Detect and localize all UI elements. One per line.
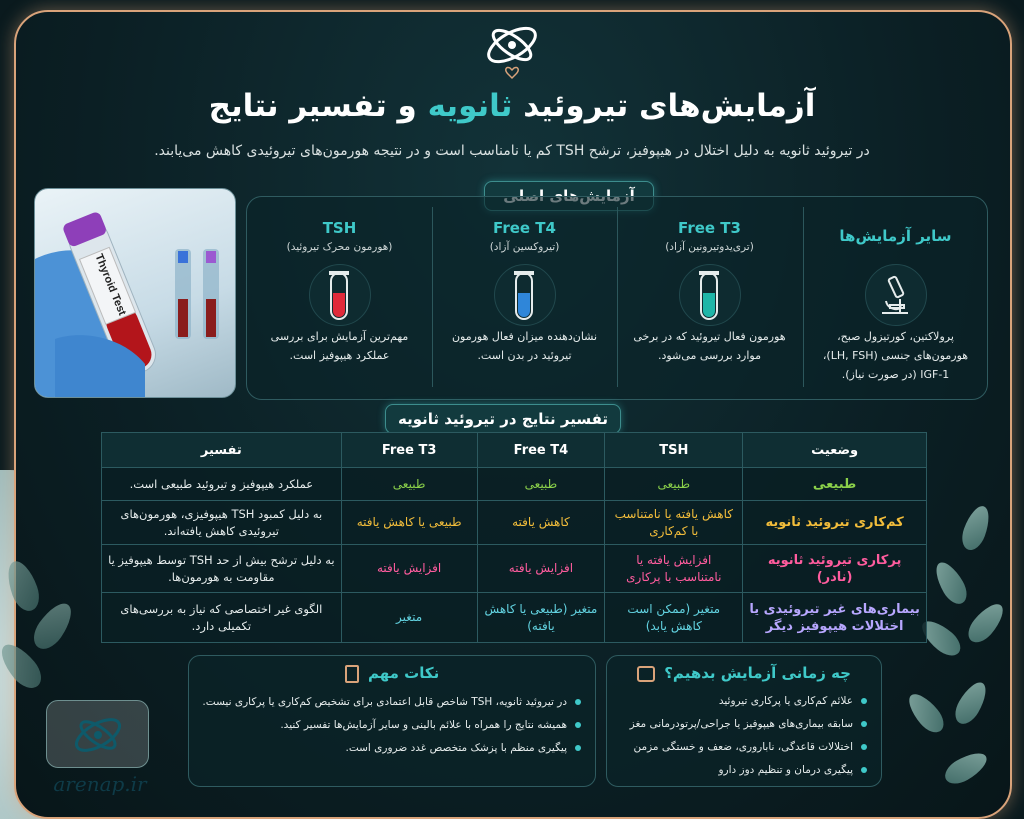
notes-panel <box>188 655 596 787</box>
test-card-other <box>803 197 988 401</box>
brand-name: arenap.ir <box>53 772 147 796</box>
t3-cell: افزایش یافته <box>341 545 477 593</box>
when-to-test-list <box>617 690 867 782</box>
t3-cell: طبیعی <box>341 468 477 501</box>
table-row <box>102 501 927 545</box>
column-header: وضعیت <box>743 433 927 468</box>
test-name: سایر آزمایش‌ها <box>839 227 952 245</box>
results-heading: تفسیر نتایج در تیروئید ثانویه <box>385 404 621 434</box>
when-to-test-heading: چه زمانی آزمایش بدهیم؟ <box>607 664 881 682</box>
test-subtitle: (تیروکسین آزاد) <box>489 241 560 253</box>
test-subtitle: (هورمون محرک تیروئید) <box>286 241 393 253</box>
list-item: علائم کم‌کاری یا پرکاری تیروئید <box>617 690 867 713</box>
test-description: نشان‌دهنده میزان فعال هورمون تیروئید در بدن است. <box>451 330 598 362</box>
status-cell: بیماری‌های غیر تیروئیدی یا اختلالات هیپوفیز دیگر <box>743 593 927 643</box>
test-name: Free T3 <box>678 219 741 237</box>
column-header: تفسیر <box>102 433 342 468</box>
test-card-tsh <box>247 197 432 401</box>
t4-cell: متغیر (طبیعی یا کاهش یافته) <box>477 593 605 643</box>
notes-heading: نکات مهم <box>189 664 595 683</box>
interpretation-cell: عملکرد هیپوفیز و تیروئید طبیعی است. <box>102 468 342 501</box>
list-item: اختلالات قاعدگی، ناباروری، ضعف و خستگی مزمن <box>617 736 867 759</box>
test-tube-photo <box>34 188 236 398</box>
when-to-test-panel <box>606 655 882 787</box>
test-description: پرولاکتین، کورتیزول صبح، هورمون‌های جنسی (LH, FSH)، IGF-1 (در صورت نیاز). <box>822 330 969 381</box>
test-card-free-t4 <box>432 197 617 401</box>
status-cell: کم‌کاری تیروئید ثانویه <box>743 501 927 545</box>
tsh-cell: متغیر (ممکن است کاهش یابد) <box>605 593 743 643</box>
table-header-row <box>102 433 927 468</box>
test-description: هورمون فعال تیروئید که در برخی موارد بررسی می‌شود. <box>633 330 786 362</box>
brand-logo-icon <box>47 701 150 769</box>
logo-icon <box>482 18 542 84</box>
status-cell: پرکاری تیروئید ثانویه (نادر) <box>743 545 927 593</box>
interpretation-cell: الگوی غیر اختصاصی که نیاز به بررسی‌های تکمیلی دارد. <box>102 593 342 643</box>
tsh-cell: طبیعی <box>605 468 743 501</box>
interpretation-cell: به دلیل کمبود TSH هیپوفیزی، هورمون‌های تیروئیدی کاهش یافته‌اند. <box>102 501 342 545</box>
page-title: آزمایش‌های تیروئید ثانویه و تفسیر نتایج <box>208 88 816 124</box>
test-name: TSH <box>322 219 357 237</box>
brand-logo-box <box>46 700 149 768</box>
main-tests-panel <box>246 196 988 400</box>
test-card-free-t3 <box>617 197 802 401</box>
t4-cell: افزایش یافته <box>477 545 605 593</box>
list-item: پیگیری منظم با پزشک متخصص غدد ضروری است. <box>199 737 581 760</box>
interpretation-cell: به دلیل ترشح بیش از حد TSH توسط هیپوفیز یا مقاومت به هورمون‌ها. <box>102 545 342 593</box>
test-subtitle: (تری‌یدوتیرونین آزاد) <box>665 241 754 253</box>
table-row <box>102 468 927 501</box>
t4-cell: طبیعی <box>477 468 605 501</box>
t3-cell: متغیر <box>341 593 477 643</box>
test-tube-icon <box>679 264 741 326</box>
list-item: همیشه نتایج را همراه با علائم بالینی و سایر آزمایش‌ها تفسیر کنید. <box>199 714 581 737</box>
table-row <box>102 545 927 593</box>
test-tube-icon <box>309 264 371 326</box>
test-name: Free T4 <box>493 219 556 237</box>
list-item: در تیروئید ثانویه، TSH شاخص قابل اعتمادی برای تشخیص کم‌کاری یا پرکاری نیست. <box>199 691 581 714</box>
t4-cell: کاهش یافته <box>477 501 605 545</box>
status-cell: طبیعی <box>743 468 927 501</box>
microscope-icon <box>865 264 927 326</box>
test-tube-icon <box>494 264 556 326</box>
page-subtitle: در تیروئید ثانویه به دلیل اختلال در هیپوفیز، ترشح TSH کم یا نامناسب است و در نتیجه هورمون‌های تیروئیدی کاهش می‌یابند. <box>154 143 870 159</box>
table-row <box>102 593 927 643</box>
t3-cell: طبیعی یا کاهش یافته <box>341 501 477 545</box>
list-item: پیگیری درمان و تنظیم دوز دارو <box>617 759 867 782</box>
column-header: TSH <box>605 433 743 468</box>
tsh-cell: کاهش یافته یا نامتناسب با کم‌کاری <box>605 501 743 545</box>
notes-list <box>199 691 581 760</box>
column-header: Free T4 <box>477 433 605 468</box>
tube-label: Thyroid Test <box>92 252 129 318</box>
tsh-cell: افزایش یافته یا نامتناسب با پرکاری <box>605 545 743 593</box>
column-header: Free T3 <box>341 433 477 468</box>
list-item: سابقه بیماری‌های هیپوفیز یا جراحی/پرتودرمانی مغز <box>617 713 867 736</box>
test-description: مهم‌ترین آزمایش برای بررسی عملکرد هیپوفیز است. <box>270 330 409 362</box>
clipboard-icon <box>345 665 359 683</box>
calendar-icon <box>637 666 655 682</box>
results-table <box>101 432 927 643</box>
